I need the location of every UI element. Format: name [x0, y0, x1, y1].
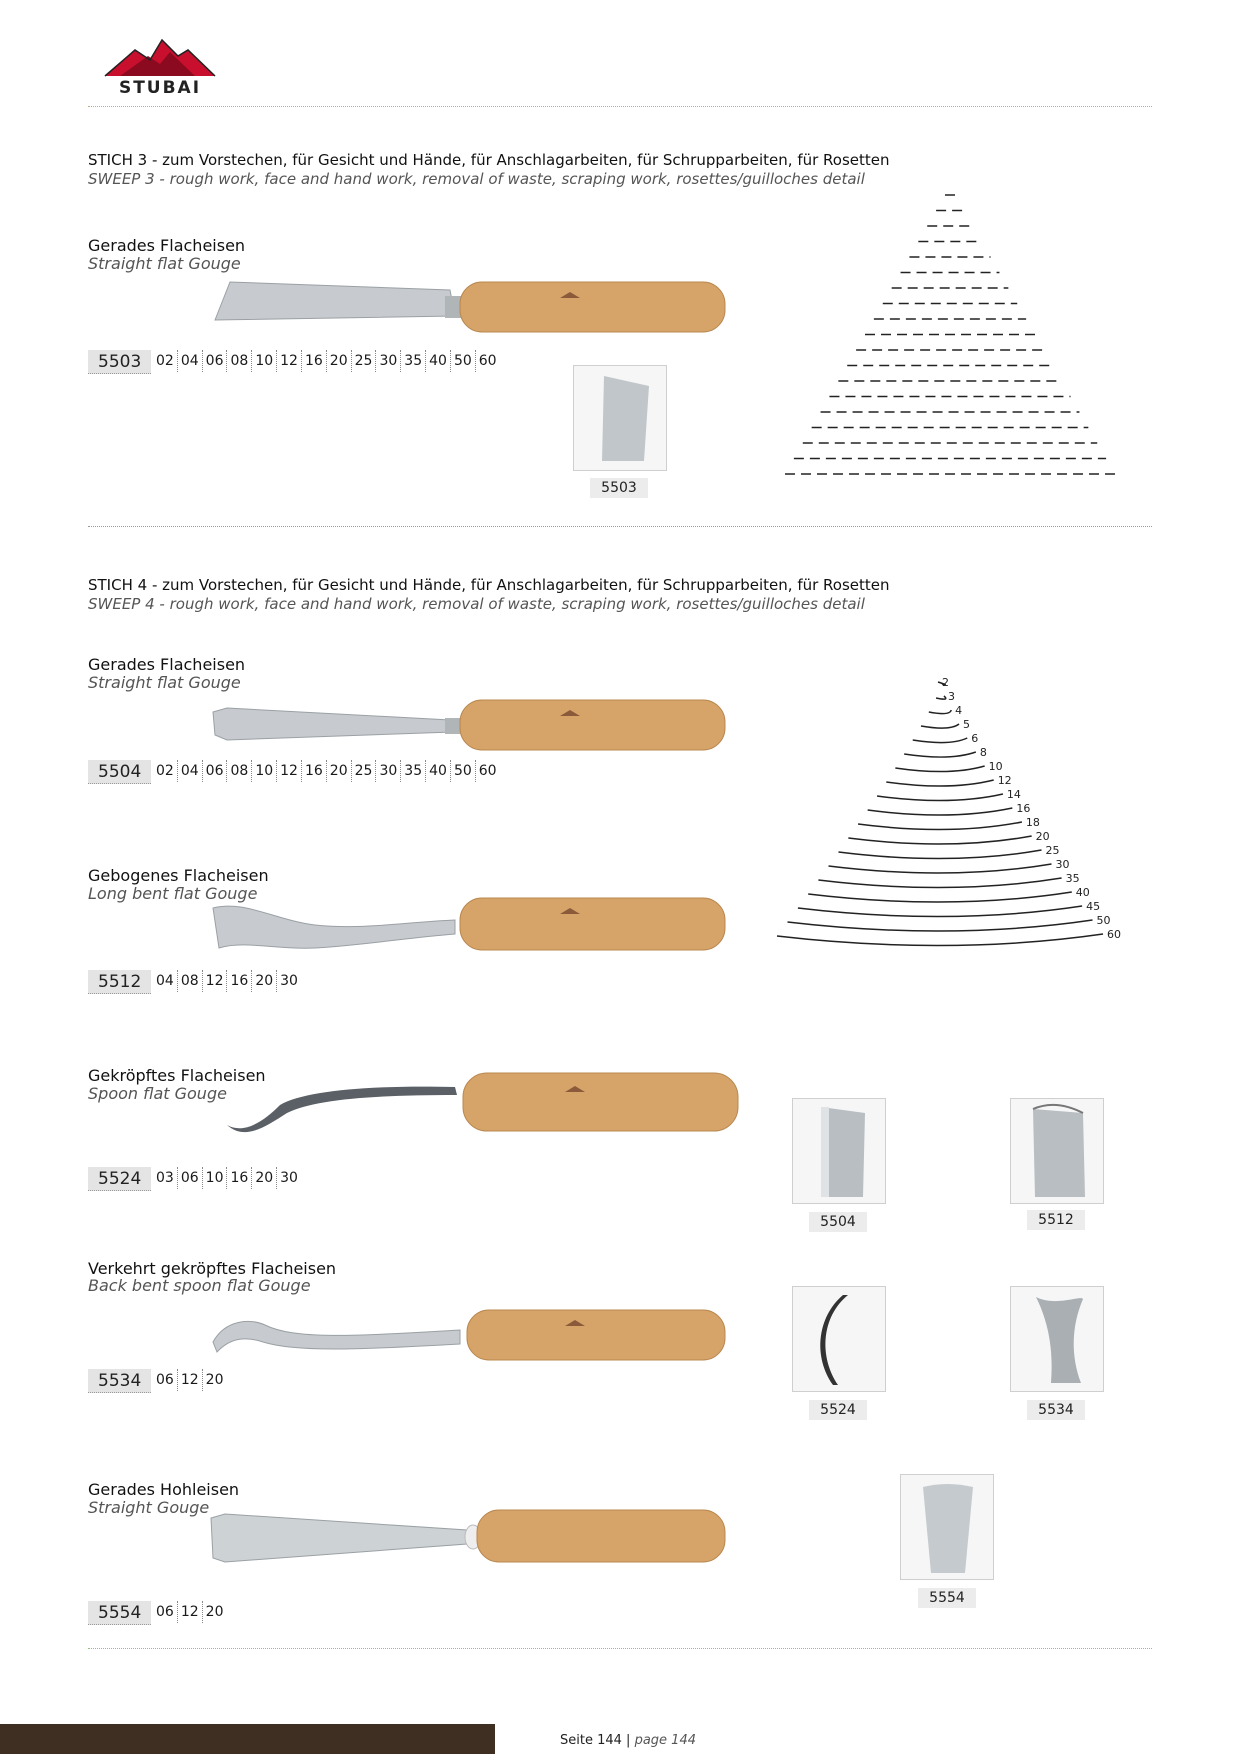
product-name-de: Gerades Flacheisen [88, 655, 246, 674]
sweep-profile-line [904, 752, 976, 757]
thumbnail-label: 5554 [918, 1588, 976, 1608]
tool-image-5504 [205, 690, 735, 764]
product-name-en: Back bent spoon flat Gouge [88, 1276, 311, 1295]
product-code-5512: 5512 [88, 970, 151, 994]
sweep-profile-line [895, 766, 984, 772]
sweep-3-profile-chart [780, 190, 1130, 500]
sweep-profile-label: 30 [1055, 858, 1070, 871]
sweep-profile-label: 5 [963, 718, 971, 731]
tool-image-5534 [205, 1300, 735, 1379]
sweep-profile-line [868, 808, 1013, 815]
footer-rule [88, 1648, 1152, 1649]
thumbnail-label: 5534 [1027, 1400, 1085, 1420]
sweep-profile-line [808, 892, 1072, 902]
thumbnail-label: 5503 [590, 478, 648, 498]
sweep-profile-label: 35 [1065, 872, 1080, 885]
section-title-de: STICH 3 - zum Vorstechen, für Gesicht und Hände, für Anschlagarbeiten, für Schrupparbeiten, für Rosetten [88, 151, 890, 169]
sweep-profile-label: 12 [997, 774, 1012, 787]
sweep-profile-line [787, 920, 1092, 931]
section-title-en: SWEEP 4 - rough work, face and hand work, removal of waste, scraping work, rosettes/guilloches detail [88, 595, 865, 613]
product-code-5503: 5503 [88, 350, 151, 374]
blade-thumbnail [900, 1474, 994, 1580]
sweep-profile-line [798, 906, 1082, 917]
footer-bar [0, 1724, 495, 1754]
sweep-profile-label: 16 [1016, 802, 1031, 815]
product-name-en: Spoon flat Gouge [88, 1084, 227, 1103]
product-name-de: Gekröpftes Flacheisen [88, 1066, 266, 1085]
tool-image-5524 [225, 1065, 745, 1149]
blade-thumbnail [1010, 1286, 1104, 1392]
sweep-profile-label: 6 [971, 732, 979, 745]
section-divider [88, 526, 1152, 527]
product-name-de: Gerades Hohleisen [88, 1480, 240, 1499]
page-number-separator: | [626, 1733, 631, 1748]
sweep-profile-label: 25 [1045, 844, 1060, 857]
sweep-profile-line [818, 878, 1061, 888]
sweep-profile-line [829, 864, 1052, 873]
mountain-logo-icon [100, 38, 220, 80]
sweep-profile-line [877, 794, 1003, 801]
sweep-profile-line [936, 696, 946, 699]
sweep-profile-label: 3 [947, 690, 955, 703]
size-list-5503: 02 04 06 08 10 12 16 20 25 30 35 40 50 60 [153, 350, 500, 372]
blade-thumbnail [573, 365, 667, 471]
blade-thumbnail [792, 1098, 886, 1204]
sweep-profile-line [921, 724, 959, 728]
tool-image-5512 [205, 890, 735, 974]
sweep-profile-line [848, 836, 1031, 844]
product-name-en: Straight flat Gouge [88, 254, 241, 273]
sweep-profile-label: 20 [1035, 830, 1050, 843]
sweep-profile-line [858, 822, 1022, 830]
size-list-5554: 06 12 20 [153, 1601, 226, 1623]
sweep-profile-line [886, 780, 993, 786]
product-name-de: Verkehrt gekröpftes Flacheisen [88, 1259, 337, 1278]
sweep-profile-label: 60 [1107, 928, 1121, 941]
size-list-5524: 03 06 10 16 20 30 [153, 1167, 301, 1189]
product-code-5554: 5554 [88, 1601, 151, 1625]
sweep-profile-line [777, 934, 1103, 946]
product-code-5534: 5534 [88, 1369, 151, 1393]
sweep-profile-line [838, 850, 1041, 859]
sweep-profile-label: 2 [942, 676, 949, 689]
page-number-en: page 144 [634, 1733, 696, 1748]
sweep-profile-label: 14 [1006, 788, 1021, 801]
product-name-de: Gerades Flacheisen [88, 236, 246, 255]
sweep-profile-label: 10 [988, 760, 1003, 773]
page-number [560, 1733, 696, 1748]
size-list-5504: 02 04 06 08 10 12 16 20 25 30 35 40 50 60 [153, 760, 500, 782]
product-code-5524: 5524 [88, 1167, 151, 1191]
product-name-en: Straight Gouge [88, 1498, 210, 1517]
logo-text: STUBAI [118, 78, 202, 98]
size-list-5534: 06 12 20 [153, 1369, 226, 1391]
sweep-profile-line [913, 738, 968, 743]
product-name-en: Straight flat Gouge [88, 673, 241, 692]
sweep-profile-line [929, 710, 951, 714]
header-rule [88, 106, 1152, 107]
tool-image-5503 [205, 270, 735, 344]
sweep-profile-label: 8 [979, 746, 987, 759]
sweep-4-profile-chart [770, 672, 1140, 972]
section-title-en: SWEEP 3 - rough work, face and hand work, removal of waste, scraping work, rosettes/guilloches detail [88, 170, 865, 188]
stubai-logo [100, 38, 220, 98]
blade-thumbnail [1010, 1098, 1104, 1204]
page-number-de: Seite 144 [560, 1733, 622, 1748]
size-list-5512: 04 08 12 16 20 30 [153, 970, 301, 992]
product-name-de: Gebogenes Flacheisen [88, 866, 269, 885]
blade-thumbnail [792, 1286, 886, 1392]
thumbnail-label: 5504 [809, 1212, 867, 1232]
thumbnail-label: 5524 [809, 1400, 867, 1420]
sweep-profile-label: 18 [1025, 816, 1040, 829]
sweep-profile-label: 4 [955, 704, 963, 717]
section-title-de: STICH 4 - zum Vorstechen, für Gesicht und Hände, für Anschlagarbeiten, für Schrupparbeiten, für Rosetten [88, 576, 890, 594]
thumbnail-label: 5512 [1027, 1210, 1085, 1230]
product-name-en: Long bent flat Gouge [88, 884, 258, 903]
tool-image-5554 [205, 1500, 735, 1579]
sweep-profile-label: 45 [1086, 900, 1101, 913]
sweep-profile-label: 50 [1096, 914, 1111, 927]
product-code-5504: 5504 [88, 760, 151, 784]
sweep-profile-label: 40 [1075, 886, 1090, 899]
